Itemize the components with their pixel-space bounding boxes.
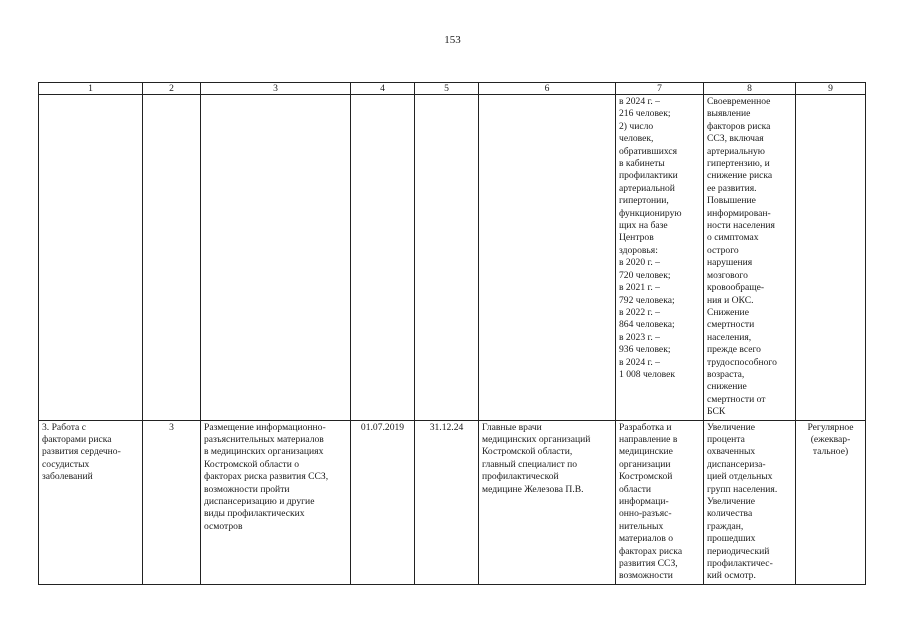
cell-line: факторах риска <box>619 545 683 557</box>
header-row <box>39 83 866 95</box>
cell-line: функционирую <box>619 207 682 219</box>
cell-line: 1 008 человек <box>619 368 676 380</box>
empty-cell <box>39 95 143 421</box>
empty-cell <box>415 95 479 421</box>
cell-line: профилактической <box>482 471 559 483</box>
cell-line: ССЗ, включая <box>707 133 764 145</box>
cell-line: Размещение информационно- <box>204 421 326 433</box>
header-cell: 9 <box>796 83 866 95</box>
cell-line: Увеличение <box>707 496 755 507</box>
header-cell: 6 <box>479 83 616 95</box>
cell-line: периодический <box>707 545 770 557</box>
cell-line: человек, <box>619 133 654 145</box>
cell-line: граждан, <box>707 520 744 532</box>
indicators-cell <box>616 420 704 584</box>
expected-results-cell <box>704 420 796 584</box>
cell-line: обратившихся <box>619 145 678 157</box>
cell-line: информирован- <box>707 207 771 219</box>
header-cell: 1 <box>39 83 143 95</box>
indicators-cell <box>616 95 704 421</box>
cell-line: возможности <box>619 570 673 582</box>
header-cell: 4 <box>351 83 415 95</box>
cell-line: населения, <box>707 331 752 343</box>
measures-table <box>38 82 866 585</box>
cell-line: тальное) <box>812 446 849 458</box>
cell-line: прошедших <box>707 533 756 545</box>
cell-line: Разработка и <box>619 421 672 433</box>
cell-line: медицинских организаций <box>482 433 591 445</box>
cell-line: ния и ОКС. <box>707 294 754 306</box>
cell-line: ее развития. <box>707 182 757 194</box>
cell-line: в 2024 г. – <box>619 356 660 368</box>
cell-line: онно-разъяс- <box>619 508 672 520</box>
header-cell: 2 <box>143 83 201 95</box>
header-cell: 8 <box>704 83 796 95</box>
measure-name-cell <box>39 420 143 584</box>
cell-line: смертности от <box>707 393 766 405</box>
expected-results-cell <box>704 95 796 421</box>
cell-line: сосудистых <box>42 458 90 470</box>
cell-line: Костромской <box>619 471 673 483</box>
cell-line: возможности пройти <box>204 483 290 495</box>
empty-cell <box>201 95 351 421</box>
cell-line: Снижение <box>707 306 749 318</box>
cell-line: информаци- <box>619 496 669 507</box>
cell-line: заболеваний <box>42 471 93 483</box>
cell-line: здоровья: <box>619 244 658 256</box>
cell-line: охваченных <box>707 446 756 458</box>
cell-line: кий осмотр. <box>707 570 756 582</box>
cell-line: 720 человек; <box>619 269 671 281</box>
cell-line: Костромской области, <box>482 446 573 458</box>
cell-line: кровообраще- <box>707 282 765 294</box>
cell-line: 3. Работа с <box>42 421 86 433</box>
table-row <box>39 420 866 584</box>
cell-line: развития сердечно- <box>42 446 121 458</box>
cell-line: факторами риска <box>42 433 112 445</box>
cell-line: в 2020 г. – <box>619 257 660 269</box>
empty-cell <box>796 95 866 421</box>
cell-line: групп населения. <box>707 483 778 495</box>
number-cell: 3 <box>143 420 201 584</box>
responsible-cell <box>479 420 616 584</box>
empty-cell <box>479 95 616 421</box>
cell-line: 936 человек; <box>619 344 671 356</box>
cell-line: трудоспособного <box>707 356 777 368</box>
page-number: 153 <box>444 34 461 46</box>
cell-line: артериальной <box>619 182 675 194</box>
cell-line: факторов риска <box>707 120 771 132</box>
table-row <box>39 95 866 421</box>
cell-line: снижение риска <box>707 170 773 182</box>
cell-line: процента <box>707 433 745 445</box>
header-cell: 5 <box>415 83 479 95</box>
cell-line: 864 человека; <box>619 319 675 331</box>
cell-line: 2) число <box>619 120 654 132</box>
cell-line: (ежеквар- <box>810 433 851 445</box>
frequency-cell <box>796 420 866 584</box>
cell-line: области <box>619 483 652 495</box>
cell-line: факторах риска развития ССЗ, <box>204 471 329 483</box>
cell-line: Главные врачи <box>482 421 542 433</box>
end-date-cell: 31.12.24 <box>415 420 479 584</box>
cell-line: медицине Железова П.В. <box>482 483 584 495</box>
cell-line: количества <box>707 508 753 520</box>
header-cell: 7 <box>616 83 704 95</box>
cell-line: ности населения <box>707 220 775 232</box>
cell-line: прежде всего <box>707 344 761 356</box>
cell-line: организации <box>619 458 671 470</box>
empty-cell <box>351 95 415 421</box>
cell-line: в кабинеты <box>619 158 665 170</box>
cell-line: щих на базе <box>619 220 668 232</box>
cell-line: виды профилактических <box>204 508 305 520</box>
cell-line: профилактики <box>619 170 678 182</box>
cell-line: цией отдельных <box>707 471 773 483</box>
cell-line: диспансериза- <box>707 458 766 470</box>
cell-line: в медицинских организациях <box>204 446 324 458</box>
cell-line: в 2024 г. – <box>619 96 660 107</box>
cell-line: смертности <box>707 319 755 331</box>
cell-line: гипертензию, и <box>707 158 770 170</box>
cell-line: профилактичес- <box>707 558 773 570</box>
cell-line: Центров <box>619 232 654 244</box>
header-cell: 3 <box>201 83 351 95</box>
cell-line: материалов о <box>619 533 674 545</box>
cell-line: медицинские <box>619 446 673 458</box>
cell-line: Своевременное <box>707 96 771 107</box>
start-date-cell: 01.07.2019 <box>351 420 415 584</box>
cell-line: острого <box>707 244 739 256</box>
cell-line: разъяснительных материалов <box>204 433 324 445</box>
cell-line: снижение <box>707 381 747 393</box>
cell-line: 792 человека; <box>619 294 675 306</box>
cell-line: нарушения <box>707 257 753 269</box>
cell-line: Костромской области о <box>204 458 300 470</box>
cell-line: мозгового <box>707 269 748 281</box>
cell-line: 216 человек; <box>619 108 671 120</box>
cell-line: Увеличение <box>707 421 755 433</box>
cell-line: нительных <box>619 520 664 532</box>
cell-line: артериальную <box>707 145 765 157</box>
cell-line: направление в <box>619 433 678 445</box>
cell-line: Регулярное <box>807 421 854 433</box>
cell-line: Повышение <box>707 195 756 207</box>
cell-line: в 2021 г. – <box>619 282 660 294</box>
empty-cell <box>143 95 201 421</box>
cell-line: диспансеризацию и другие <box>204 496 315 507</box>
cell-line: возраста, <box>707 368 745 380</box>
cell-line: гипертонии, <box>619 195 669 207</box>
cell-line: в 2023 г. – <box>619 331 660 343</box>
cell-line: БСК <box>707 406 726 418</box>
cell-line: развития ССЗ, <box>619 558 678 570</box>
cell-line: осмотров <box>204 520 243 532</box>
measure-description-cell <box>201 420 351 584</box>
cell-line: в 2022 г. – <box>619 306 660 318</box>
cell-line: выявление <box>707 108 751 120</box>
cell-line: о симптомах <box>707 232 759 244</box>
cell-line: главный специалист по <box>482 458 578 470</box>
